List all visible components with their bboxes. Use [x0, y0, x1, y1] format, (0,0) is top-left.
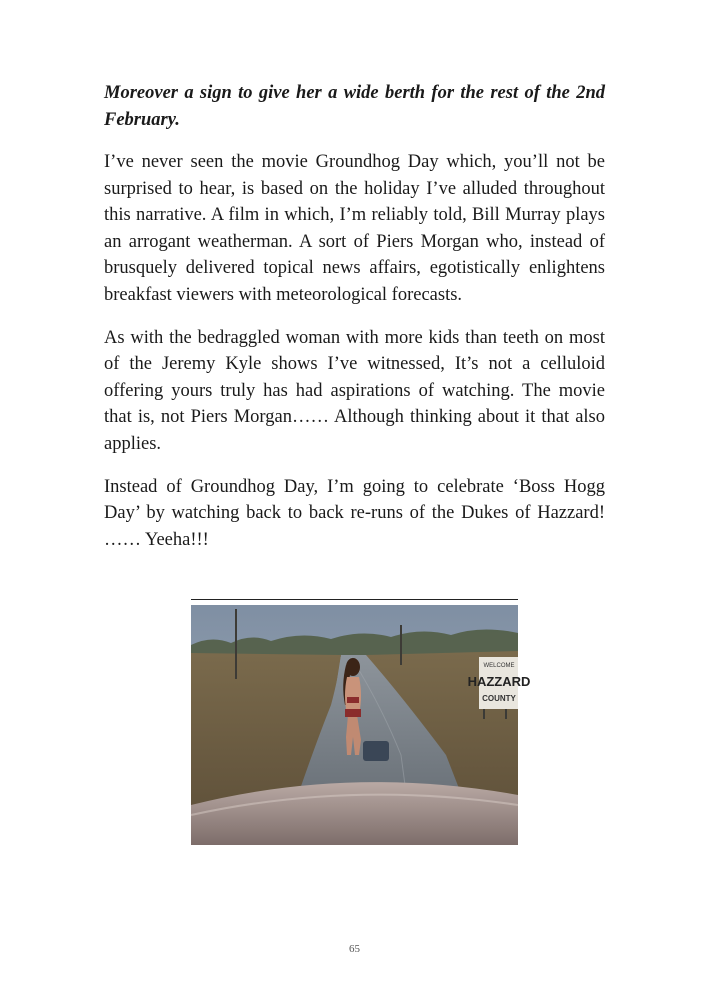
road-photo	[191, 605, 531, 845]
figure	[191, 599, 531, 845]
section-heading: Moreover a sign to give her a wide berth for the rest of the 2nd February.	[104, 83, 605, 130]
road-scene-image	[191, 605, 531, 845]
paragraph-2: As with the bedraggled woman with more kids than teeth on most of the Jeremy Kyle shows I’ve witnessed, It’s not a celluloid offering yours truly has had aspirations of watching. The movie that is, not Piers Morgan…… Although thinking about it that also applies.	[104, 327, 605, 454]
page-body	[104, 80, 605, 569]
sign-line-1: WELCOME	[483, 663, 515, 669]
paragraph-1: I’ve never seen the movie Groundhog Day which, you’ll not be surprised to hear, is based on the holiday I’ve alluded throughout this narrative. A film in which, I’m reliably told, Bill Murray plays an arrogant weatherman. A sort of Piers Morgan who, instead of brusquely delivered topical news affairs, egotistically enlightens breakfast viewers with meteorological forecasts.	[104, 152, 605, 305]
paragraph-3: Instead of Groundhog Day, I’m going to celebrate ‘Boss Hogg Day’ by watching back to back re-runs of the Dukes of Hazzard! …… Yeeha!!!	[104, 476, 605, 550]
sign-line-3: COUNTY	[482, 694, 516, 703]
sign-line-2: HAZZARD	[467, 674, 531, 689]
figure-divider	[191, 599, 518, 600]
page-number: 65	[349, 943, 360, 955]
